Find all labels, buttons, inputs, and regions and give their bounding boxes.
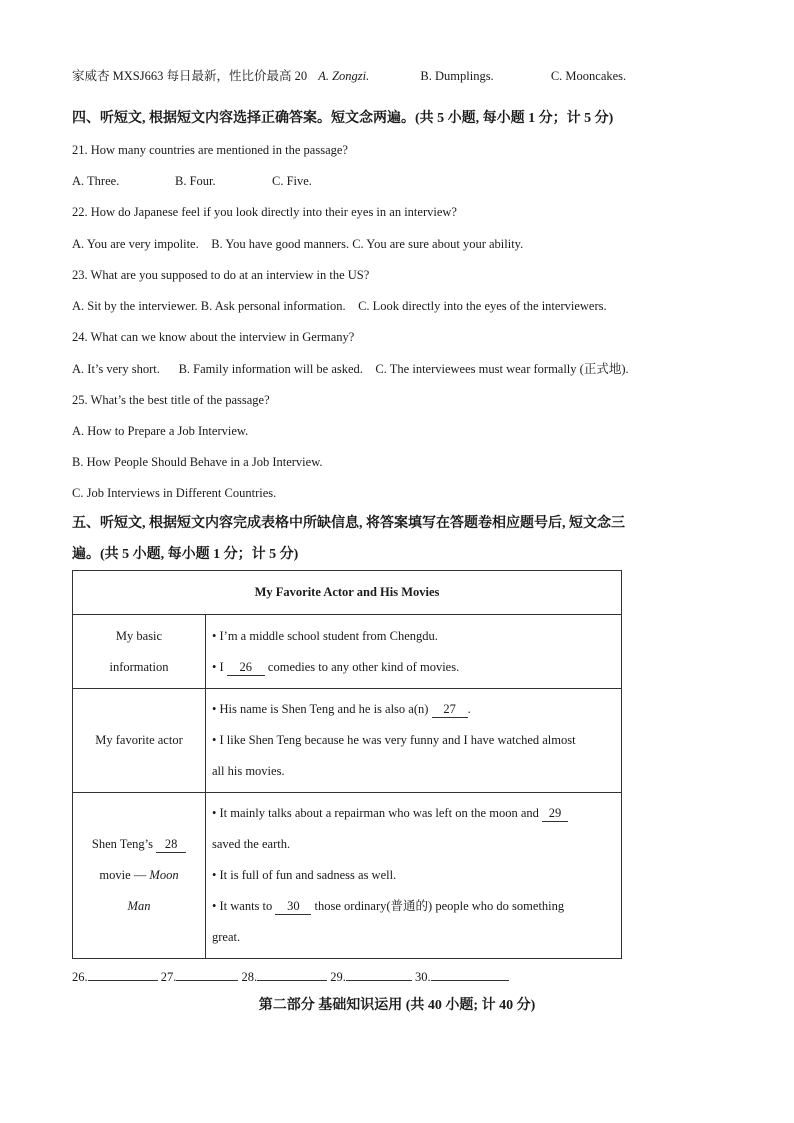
- blank-28: 28: [156, 836, 186, 853]
- row1-line2-post: comedies to any other kind of movies.: [264, 659, 460, 674]
- row2-line3: all his movies.: [212, 764, 285, 778]
- row2-line1: [212, 694, 615, 725]
- q22-options: A. You are very impolite. B. You have good manners. C. You are sure about your ability.: [72, 237, 524, 251]
- section4-heading: 四、听短文, 根据短文内容选择正确答案。短文念两遍。(共 5 小题, 每小题 1 分；计 5 分): [72, 111, 614, 126]
- row3-line1: [212, 798, 615, 829]
- row3-line5: great.: [212, 930, 241, 944]
- row3-content: [206, 793, 622, 959]
- row1-content: [206, 615, 622, 689]
- q21-option-c: C. Five.: [272, 174, 312, 188]
- answer-line-27[interactable]: [176, 967, 238, 981]
- favorite-actor-table: [72, 570, 622, 959]
- answer-line-29[interactable]: [346, 967, 412, 981]
- row1-label-line1: My basic: [115, 628, 163, 643]
- q25-option-b: B. How People Should Behave in a Job Interview.: [72, 455, 323, 469]
- row3-line1-pre: • It mainly talks about a repairman who was left on the moon and: [212, 806, 542, 820]
- answer-line-28[interactable]: [257, 967, 327, 981]
- row1-line2-pre: • I: [212, 659, 227, 674]
- row3-label-pre: Shen Teng’s: [91, 837, 157, 851]
- row3-label: [73, 793, 206, 959]
- row3-line4-post: those ordinary(普通的) people who do something: [311, 899, 565, 913]
- option-a-zongzi: A. Zongzi.: [318, 69, 370, 83]
- q21-option-a: A. Three.: [72, 174, 120, 188]
- q23-question: 23. What are you supposed to do at an interview in the US?: [72, 268, 370, 282]
- blank-26: 26: [227, 659, 265, 676]
- answer-line-26[interactable]: [88, 967, 158, 981]
- row2-line1-post: .: [467, 702, 471, 716]
- row3-line3: • It is full of fun and sadness as well.: [212, 868, 397, 882]
- q24-options: A. It’s very short. B. Family information will be asked. C. The interviewees must wear formally (正式地).: [72, 362, 629, 376]
- row3-line4: [212, 891, 615, 922]
- q25-question: 25. What’s the best title of the passage?: [72, 393, 270, 407]
- row2-line2: • I like Shen Teng because he was very funny and I have watched almost: [212, 733, 576, 747]
- answer-label-29: 29.: [330, 970, 346, 984]
- row1-label-line2: information: [109, 659, 169, 674]
- row2-content: [206, 689, 622, 793]
- section5-heading-line2: 遍。(共 5 小题, 每小题 1 分；计 5 分): [72, 547, 299, 562]
- q25-option-a: A. How to Prepare a Job Interview.: [72, 424, 249, 438]
- section5-heading-line1: 五、听短文, 根据短文内容完成表格中所缺信息, 将答案填写在答题卷相应题号后, 短文念三: [72, 516, 625, 531]
- row3-label-movie: movie —: [99, 868, 150, 882]
- row1-line1: • I’m a middle school student from Chengdu.: [212, 628, 438, 643]
- option-b-dumplings: B. Dumplings.: [420, 69, 494, 83]
- answer-label-28: 28.: [241, 970, 258, 984]
- q21-option-b: B. Four.: [175, 174, 216, 188]
- table-title: My Favorite Actor and His Movies: [73, 571, 622, 615]
- row3-line4-pre: • It wants to: [212, 899, 276, 913]
- q23-options: A. Sit by the interviewer. B. Ask personal information. C. Look directly into the eyes of the interviewers.: [72, 299, 607, 313]
- blank-30: 30: [275, 898, 311, 915]
- answer-label-26: 26.: [72, 970, 88, 984]
- q25-option-c: C. Job Interviews in Different Countries.: [72, 486, 277, 500]
- answer-label-30: 30.: [415, 970, 431, 984]
- row3-label-line1: [74, 829, 204, 860]
- answer-blanks: [72, 967, 509, 985]
- row3-label-line2: [74, 860, 204, 891]
- top-line: [72, 68, 626, 84]
- answer-line-30[interactable]: [431, 967, 509, 981]
- q21-options: [72, 173, 312, 189]
- q22-question: 22. How do Japanese feel if you look directly into their eyes in an interview?: [72, 205, 457, 219]
- part2-heading: 第二部分 基础知识运用 (共 40 小题; 计 40 分): [258, 998, 536, 1013]
- row1-label: [73, 615, 206, 689]
- answer-label-27: 27.: [160, 970, 177, 984]
- row3-line2: saved the earth.: [212, 837, 291, 851]
- row1-line2: [212, 652, 615, 683]
- blank-29: 29: [542, 805, 568, 822]
- row2-line1-pre: • His name is Shen Teng and he is also a(n): [212, 702, 432, 716]
- blank-27: 27: [432, 701, 468, 718]
- q21-question: 21. How many countries are mentioned in the passage?: [72, 143, 348, 157]
- row3-label-man: Man: [127, 899, 151, 913]
- row2-label: My favorite actor: [73, 689, 206, 793]
- q24-question: 24. What can we know about the interview in Germany?: [72, 330, 355, 344]
- row3-label-moon: Moon: [149, 868, 179, 882]
- option-c-mooncakes: C. Mooncakes.: [550, 69, 627, 83]
- top-line-prefix: 家威杏 MXSJ663 每日最新，性比价最高 20: [72, 69, 308, 83]
